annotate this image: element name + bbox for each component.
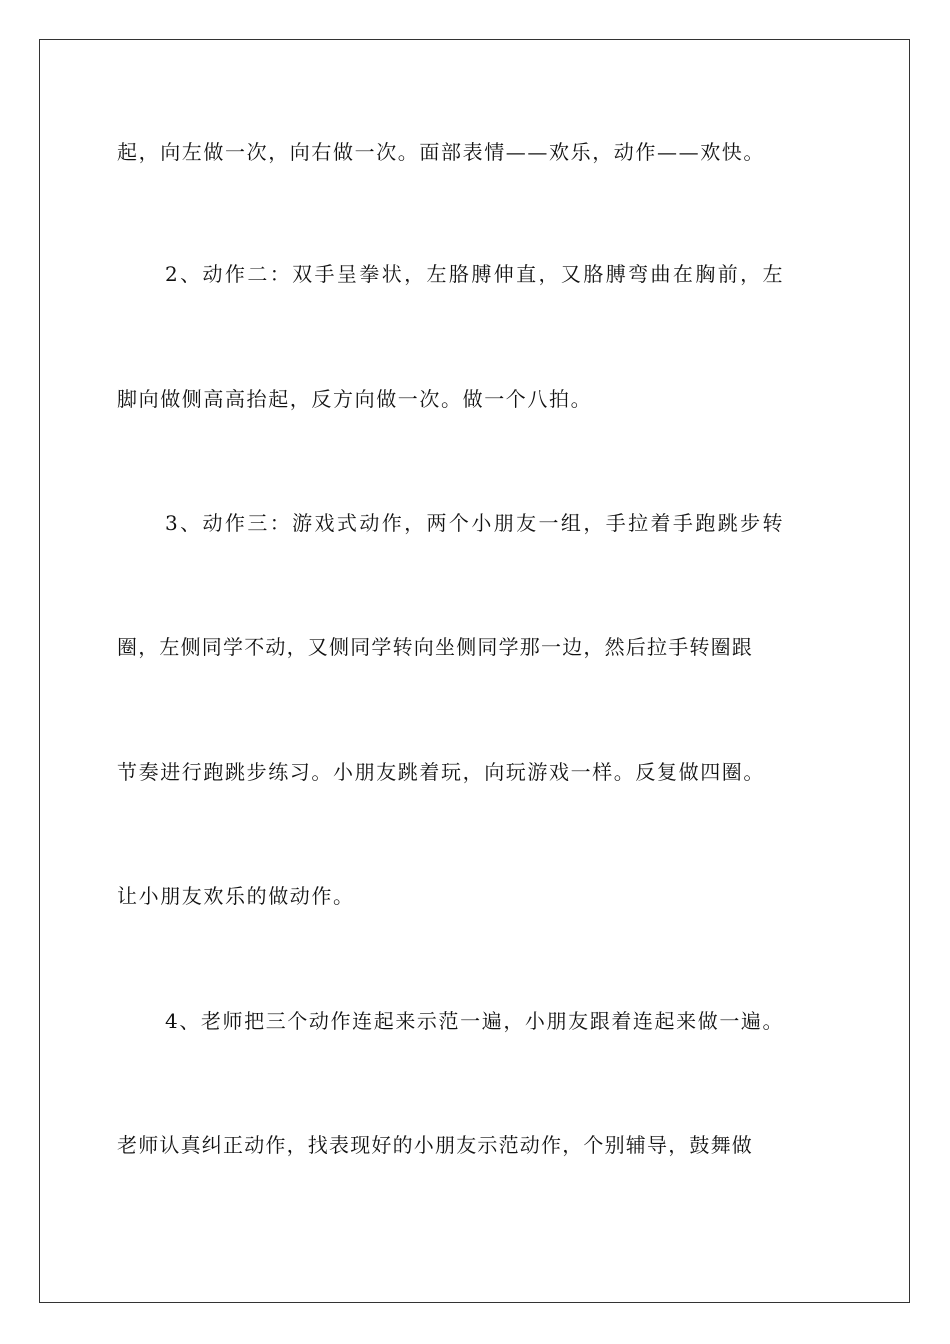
text-line-4: 3、动作三：游戏式动作，两个小朋友一组，手拉着手跑跳步转 [165,511,785,535]
text-line-6: 节奏进行跑跳步练习。小朋友跳着玩，向玩游戏一样。反复做四圈。 [117,760,765,784]
text-line-7: 让小朋友欢乐的做动作。 [117,884,355,908]
text-line-1: 起，向左做一次，向右做一次。面部表情——欢乐，动作——欢快。 [117,140,765,164]
text-line-2: 2、动作二：双手呈拳状，左胳膊伸直，又胳膊弯曲在胸前，左 [165,262,785,286]
text-line-5: 圈，左侧同学不动，又侧同学转向坐侧同学那一边，然后拉手转圈跟 [117,635,753,659]
text-line-3: 脚向做侧高高抬起，反方向做一次。做一个八拍。 [117,387,593,411]
text-line-9: 老师认真纠正动作，找表现好的小朋友示范动作，个别辅导，鼓舞做 [117,1133,753,1157]
text-line-8: 4、老师把三个动作连起来示范一遍，小朋友跟着连起来做一遍。 [165,1009,785,1033]
page-frame [39,39,910,1303]
